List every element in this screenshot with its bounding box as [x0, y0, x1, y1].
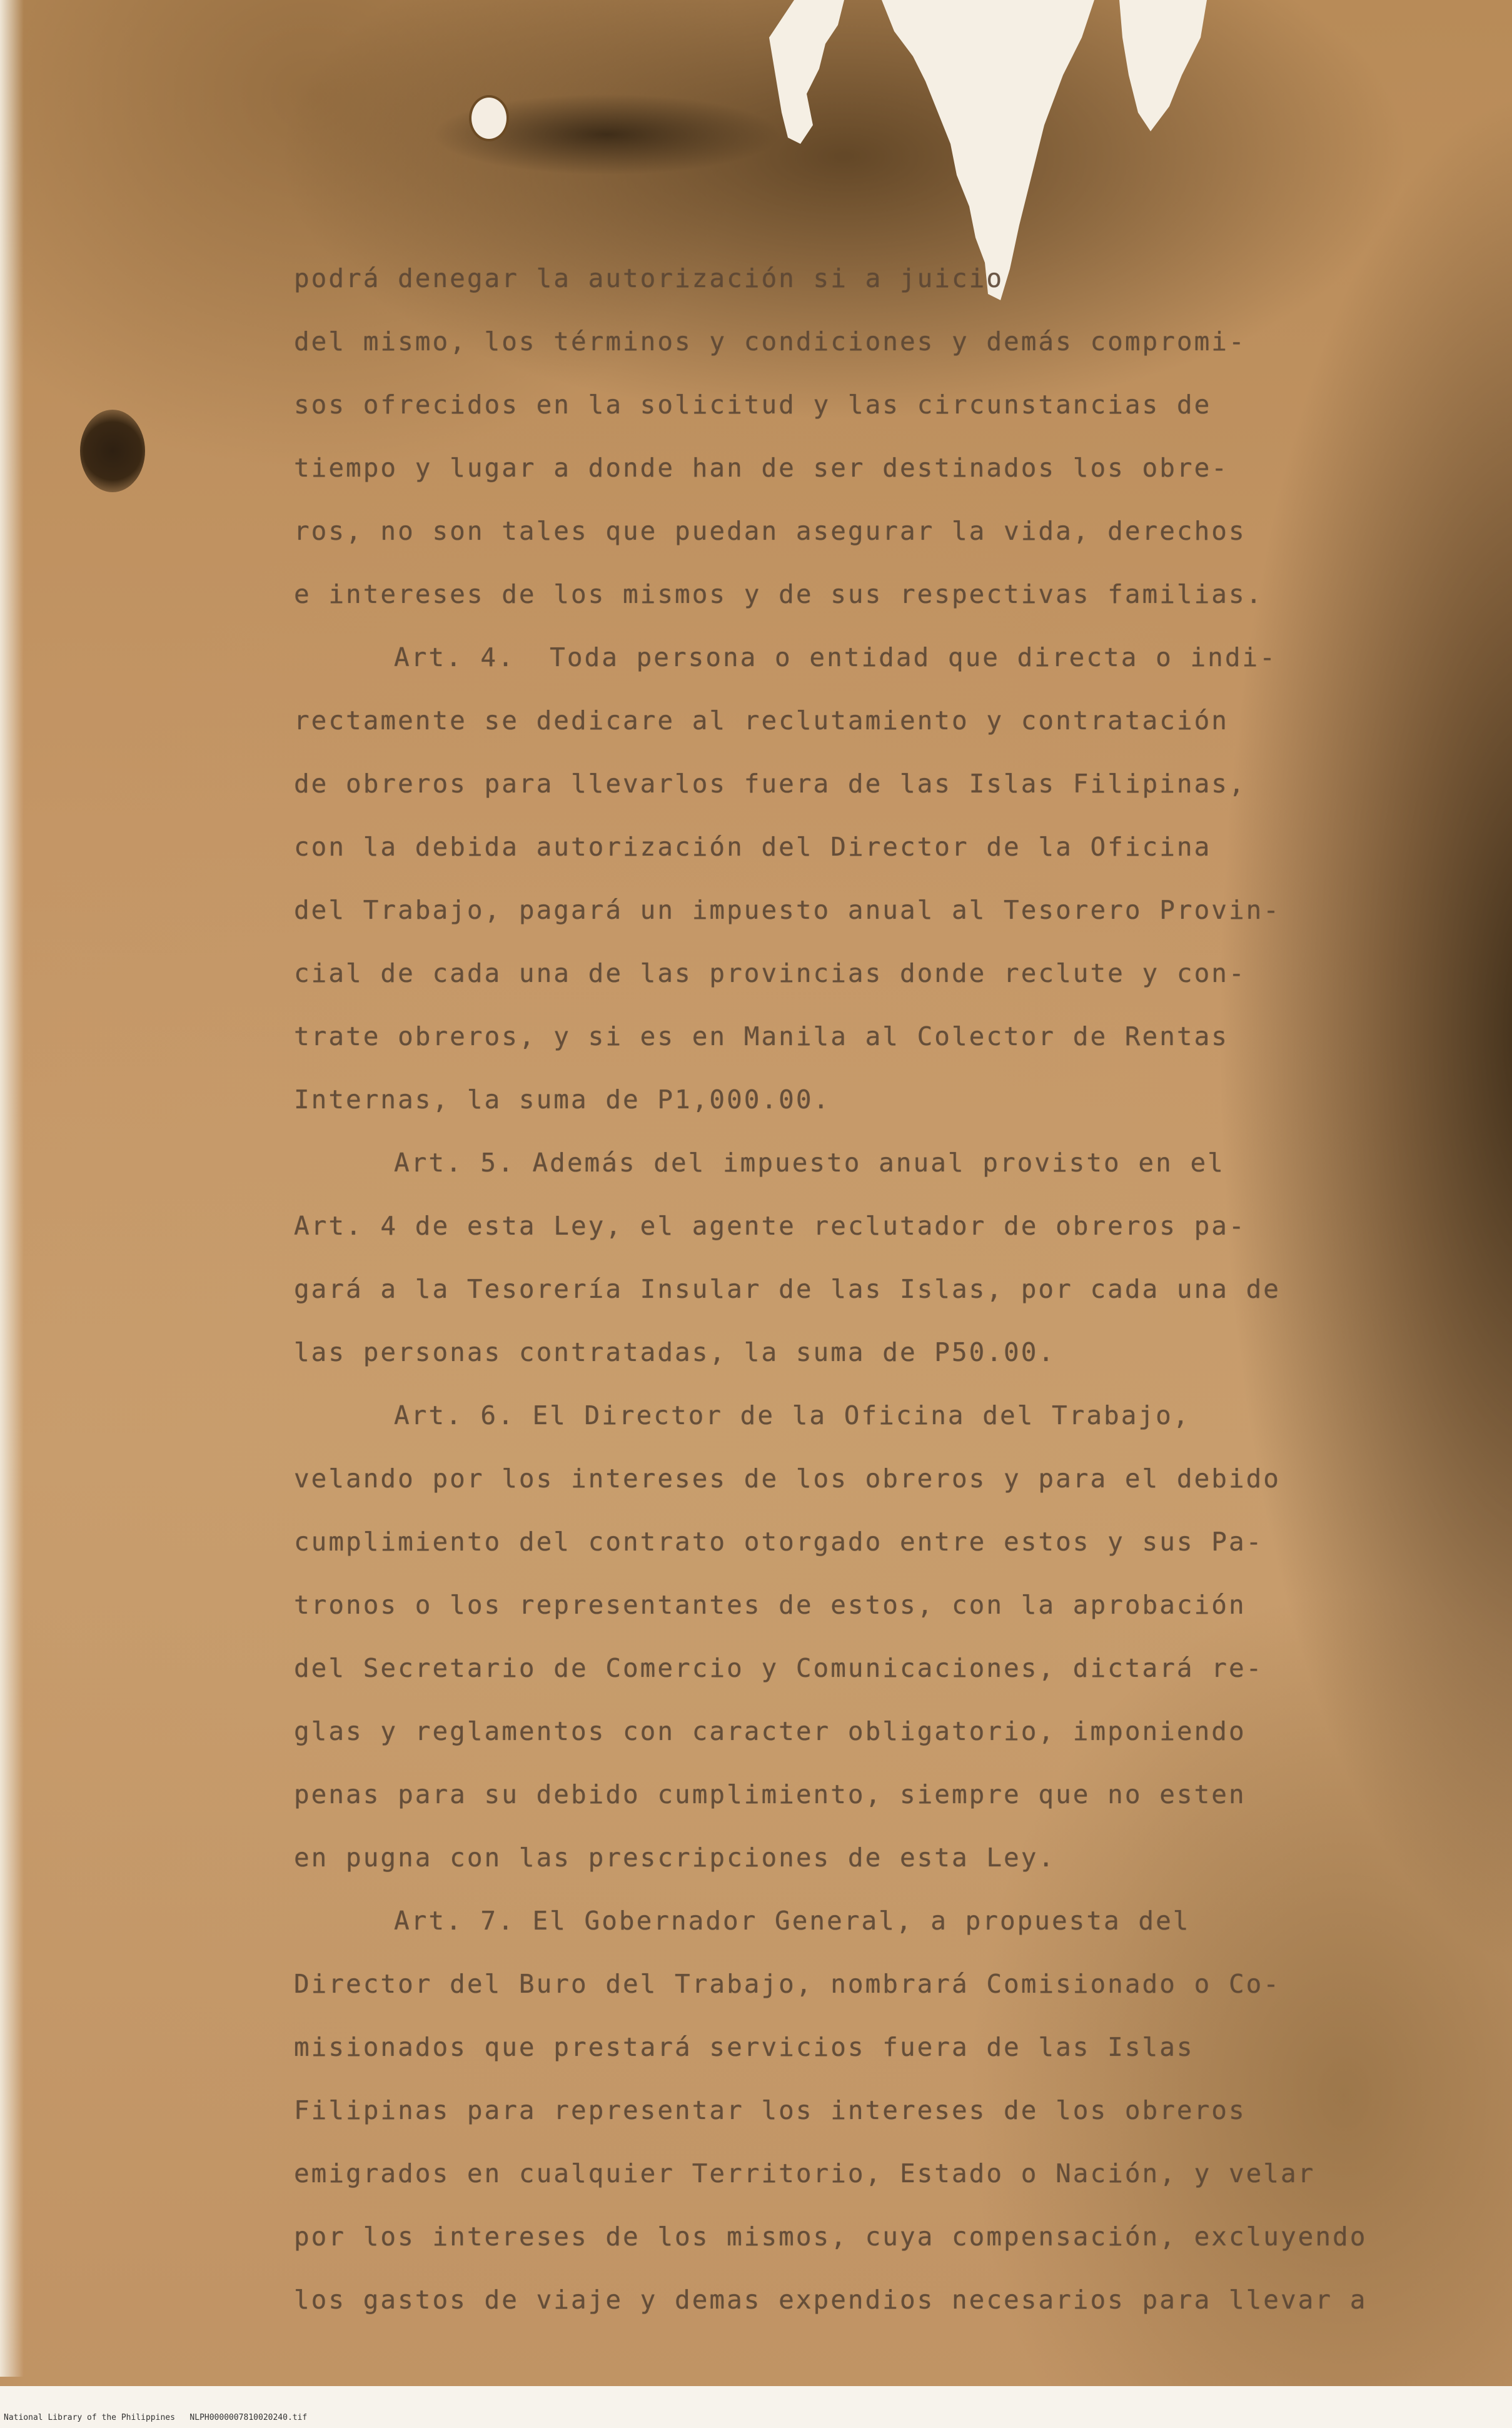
- paper-edge: [0, 0, 24, 2377]
- text-line: Filipinas para representar los intereses de los obreros: [294, 2095, 1246, 2125]
- text-line: e intereses de los mismos y de sus respectivas familias.: [294, 579, 1264, 609]
- text-line: Director del Buro del Trabajo, nombrará Comisionado o Co-: [294, 1969, 1281, 1999]
- text-line: rectamente se dedicare al reclutamiento y contratación: [294, 706, 1229, 736]
- text-line: los gastos de viaje y demas expendios necesarios para llevar a: [294, 2285, 1368, 2315]
- text-line: misionados que prestará servicios fuera de las Islas: [294, 2032, 1194, 2062]
- text-line: Internas, la suma de P1,000.00.: [294, 1085, 831, 1115]
- text-line: glas y reglamentos con caracter obligatorio, imponiendo: [294, 1716, 1246, 1746]
- text-line: podrá denegar la autorización si a juicio: [294, 263, 1004, 293]
- text-line: cumplimiento del contrato otorgado entre estos y sus Pa-: [294, 1527, 1264, 1557]
- text-line: Art. 4 de esta Ley, el agente reclutador de obreros pa-: [294, 1211, 1246, 1241]
- text-line: del Secretario de Comercio y Comunicaciones, dictará re-: [294, 1653, 1264, 1683]
- text-line: de obreros para llevarlos fuera de las Islas Filipinas,: [294, 769, 1246, 799]
- text-line: tiempo y lugar a donde han de ser destinados los obre-: [294, 453, 1229, 483]
- text-line: velando por los intereses de los obreros y para el debido: [294, 1464, 1281, 1494]
- text-line: del Trabajo, pagará un impuesto anual al Tesorero Provin-: [294, 895, 1281, 925]
- text-line: en pugna con las prescripciones de esta Ley.: [294, 1843, 1056, 1873]
- text-line: del mismo, los términos y condiciones y demás compromi-: [294, 326, 1246, 357]
- typed-text-body: [294, 247, 1382, 2332]
- text-line: con la debida autorización del Director de la Oficina: [294, 832, 1212, 862]
- text-line: por los intereses de los mismos, cuya compensación, excluyendo: [294, 2222, 1368, 2252]
- archive-footer-label: National Library of the Philippines NLPH0000007810020240.tif: [4, 2413, 308, 2422]
- text-line: gará a la Tesorería Insular de las Islas, por cada una de: [294, 1274, 1281, 1304]
- ink-stain: [80, 410, 145, 492]
- text-line: emigrados en cualquier Territorio, Estado o Nación, y velar: [294, 2158, 1316, 2188]
- article-6-heading-line: Art. 6. El Director de la Oficina del Trabajo,: [394, 1400, 1191, 1430]
- text-line: penas para su debido cumplimiento, siempre que no esten: [294, 1779, 1246, 1809]
- text-line: tronos o los representantes de estos, con la aprobación: [294, 1590, 1246, 1620]
- punch-hole: [469, 95, 509, 141]
- text-line: las personas contratadas, la suma de P50.00.: [294, 1337, 1056, 1367]
- text-line: ros, no son tales que puedan asegurar la vida, derechos: [294, 516, 1246, 546]
- article-5-heading-line: Art. 5. Además del impuesto anual provisto en el: [394, 1148, 1225, 1178]
- text-line: cial de cada una de las provincias donde reclute y con-: [294, 958, 1246, 988]
- article-7-heading-line: Art. 7. El Gobernador General, a propuesta del: [394, 1906, 1191, 1936]
- article-4-heading-line: Art. 4. Toda persona o entidad que directa o indi-: [394, 642, 1277, 672]
- text-line: sos ofrecidos en la solicitud y las circunstancias de: [294, 390, 1212, 420]
- text-line: trate obreros, y si es en Manila al Colector de Rentas: [294, 1021, 1229, 1051]
